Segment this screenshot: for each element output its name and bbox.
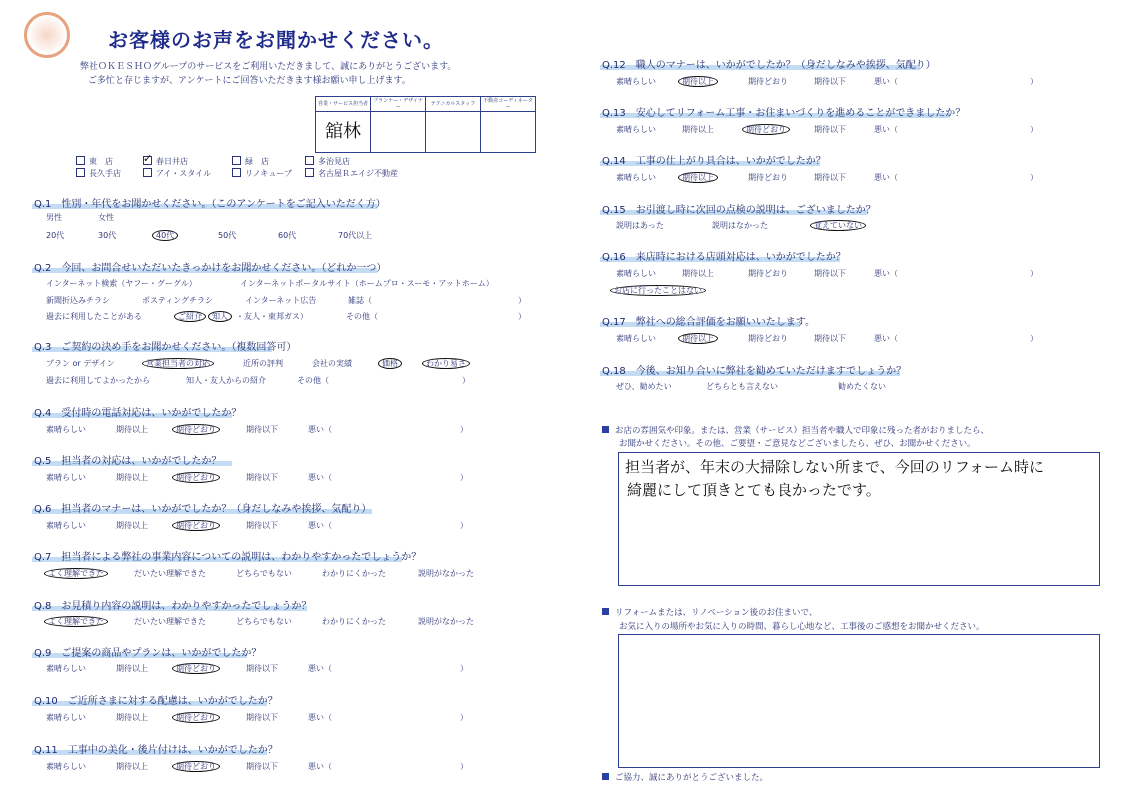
q1-age[interactable]: 50代: [218, 231, 237, 240]
q3-option[interactable]: その他（: [297, 376, 329, 385]
q14-label: Q.14 工事の仕上がり具合は、いかがでしたか？: [602, 156, 826, 167]
q6-label: Q.6 担当者のマナーは、いかがでしたか？（身だしなみや挨拶、気配り）: [34, 504, 372, 515]
q15-option[interactable]: 説明はなかった: [712, 221, 768, 230]
q16-option[interactable]: 素晴らしい: [616, 269, 656, 278]
q1-gender-female[interactable]: 女性: [98, 213, 114, 222]
q6-option[interactable]: 期待以下: [246, 521, 278, 530]
staff-name: 舘林: [325, 121, 361, 143]
q7-option[interactable]: 説明がなかった: [418, 569, 474, 578]
q4-label: Q.4 受付時の電話対応は、いかがでしたか？: [34, 408, 242, 419]
q6-option-selected[interactable]: 期待どおり: [176, 520, 220, 531]
q11-label: Q.11 工事中の美化・後片付けは、いかがでしたか？: [34, 745, 278, 756]
staff-cell-planner[interactable]: [371, 112, 426, 153]
checkbox-icon: [232, 168, 241, 177]
q7-option[interactable]: わかりにくかった: [322, 569, 386, 578]
q3-option[interactable]: 会社の実績: [312, 359, 352, 368]
q15-label: Q.15 お引渡し時に次回の点検の説明は、ございましたか？: [602, 205, 876, 216]
q14-option[interactable]: 期待どおり: [748, 173, 788, 182]
q11-option[interactable]: 悪い（: [308, 762, 332, 771]
q5-option-selected[interactable]: 期待どおり: [176, 472, 220, 483]
q4-paren-close: ）: [460, 425, 468, 434]
q4-option[interactable]: 素晴らしい: [46, 425, 86, 434]
q8-option[interactable]: 説明がなかった: [418, 617, 474, 626]
comment1-textarea[interactable]: [618, 452, 1100, 586]
checkbox-icon: [143, 168, 152, 177]
q16-paren-close: ）: [1030, 269, 1038, 278]
q1-age[interactable]: 70代以上: [338, 231, 373, 240]
q7-option[interactable]: だいたい理解できた: [134, 569, 206, 578]
q13-option[interactable]: 期待以上: [682, 125, 714, 134]
footer-thanks: ご協力、誠にありがとうございました。: [602, 771, 768, 783]
staff-cell-realestate[interactable]: [481, 112, 536, 153]
q5-option[interactable]: 素晴らしい: [46, 473, 86, 482]
checkbox-icon: [305, 156, 314, 165]
staff-header-realestate: 不動産コーディネーター: [481, 97, 536, 112]
checkbox-icon: [76, 156, 85, 165]
q7-option-selected[interactable]: よく理解できた: [48, 568, 108, 579]
q9-option[interactable]: 期待以下: [246, 664, 278, 673]
q13-option-selected[interactable]: 期待どおり: [746, 124, 790, 135]
q8-option[interactable]: わかりにくかった: [322, 617, 386, 626]
q9-label: Q.9 ご提案の商品やプランは、いかがでしたか？: [34, 648, 262, 659]
q17-option[interactable]: 素晴らしい: [616, 334, 656, 343]
q4-option[interactable]: 期待以上: [116, 425, 148, 434]
q6-option[interactable]: 期待以上: [116, 521, 148, 530]
staff-cell-technical[interactable]: [426, 112, 481, 153]
q3-option-selected[interactable]: 価格: [382, 358, 402, 369]
q8-option[interactable]: だいたい理解できた: [134, 617, 206, 626]
q3-option[interactable]: 過去に利用してよかったから: [46, 376, 150, 385]
comment2-label-1: リフォームまたは、リノベーション後のお住まいで、: [602, 606, 817, 618]
q2-option-selected[interactable]: ご紹介: [178, 311, 206, 322]
q4-option[interactable]: 期待以下: [246, 425, 278, 434]
q10-label: Q.10 ご近所さまに対する配慮は、いかがでしたか？: [34, 696, 278, 707]
q9-option[interactable]: 素晴らしい: [46, 664, 86, 673]
q1-age[interactable]: 30代: [98, 231, 117, 240]
q18-option[interactable]: 勧めたくない: [838, 382, 886, 391]
q10-option[interactable]: 期待以上: [116, 713, 148, 722]
q7-option[interactable]: どちらでもない: [236, 569, 292, 578]
q18-option[interactable]: どちらとも言えない: [706, 382, 778, 391]
staff-header-sales: 営業・サービス担当者: [316, 97, 371, 112]
staff-table: [315, 96, 536, 153]
q2-option[interactable]: インターネット広告: [245, 296, 317, 305]
checkbox-checked-icon: ✓: [143, 152, 153, 165]
store-option[interactable]: アイ・スタイル: [143, 168, 211, 179]
q10-option-selected[interactable]: 期待どおり: [176, 712, 220, 723]
q11-option[interactable]: 素晴らしい: [46, 762, 86, 771]
q13-option[interactable]: 期待以下: [814, 125, 846, 134]
q14-option[interactable]: 期待以下: [814, 173, 846, 182]
q1-label: Q.1 性別・年代をお聞かせください。（このアンケートをご記入いただく方）: [34, 199, 386, 210]
q8-option[interactable]: どちらでもない: [236, 617, 292, 626]
q14-option-selected[interactable]: 期待以上: [682, 172, 718, 183]
q6-paren-close: ）: [460, 521, 468, 530]
q13-option[interactable]: 悪い（: [874, 125, 898, 134]
store-option[interactable]: 多治見店: [305, 156, 350, 167]
company-seal-stamp: [24, 12, 70, 58]
q2-option[interactable]: インターネット検索（ヤフー・グーグル）: [46, 279, 197, 288]
q10-option[interactable]: 素晴らしい: [46, 713, 86, 722]
q3-option[interactable]: 近所の評判: [243, 359, 283, 368]
q11-option-selected[interactable]: 期待どおり: [176, 761, 220, 772]
q3-option-selected[interactable]: 営業担当者の対応: [146, 358, 214, 369]
store-option[interactable]: 緑 店: [232, 156, 269, 167]
q3-option-selected[interactable]: わかり易さ: [426, 358, 470, 369]
q16-option[interactable]: 期待以上: [682, 269, 714, 278]
comment1-handwriting-line-1: 担当者が、年末の大掃除しない所まで、今回のリフォーム時に: [625, 458, 1044, 476]
q8-option-selected[interactable]: よく理解できた: [48, 616, 108, 627]
q17-paren-close: ）: [1030, 334, 1038, 343]
q2-option[interactable]: 過去に利用したことがある: [46, 312, 142, 321]
comment1-label-2: お聞かせください。その他、ご要望・ご意見などございましたら、ぜひ、お聞かせください。: [619, 439, 976, 449]
q5-option[interactable]: 悪い（: [308, 473, 332, 482]
store-option[interactable]: 名古屋Ｒエイジ不動産: [305, 168, 398, 179]
q5-paren-close: ）: [460, 473, 468, 482]
q2-option[interactable]: その他（: [346, 312, 378, 321]
q11-paren-close: ）: [460, 762, 468, 771]
q1-age-selected[interactable]: 40代: [156, 230, 178, 241]
q2-option[interactable]: ポスティングチラシ: [142, 296, 214, 305]
q14-option[interactable]: 悪い（: [874, 173, 898, 182]
q17-option[interactable]: 悪い（: [874, 334, 898, 343]
q12-label: Q.12 職人のマナーは、いかがでしたか？（身だしなみや挨拶、気配り）: [602, 60, 936, 71]
q9-paren-close: ）: [460, 664, 468, 673]
q12-option[interactable]: 悪い（: [874, 77, 898, 86]
q1-gender-male[interactable]: 男性: [46, 213, 62, 222]
q11-option[interactable]: 期待以上: [116, 762, 148, 771]
q3-option[interactable]: プラン or デザイン: [46, 359, 115, 368]
q17-option-selected[interactable]: 期待以上: [682, 333, 718, 344]
q12-option[interactable]: 期待以下: [814, 77, 846, 86]
comment1-handwriting-line-2: 綺麗にして頂きとても良かったです。: [627, 481, 881, 499]
q17-label: Q.17 弊社への総合評価をお願いいたします。: [602, 317, 815, 328]
intro-line-2: ご多忙と存じますが、アンケートにご回答いただきます様お願い申し上げます。: [88, 76, 411, 86]
q2-paren-close: ）: [518, 296, 526, 305]
q10-paren-close: ）: [460, 713, 468, 722]
store-option[interactable]: 東 店: [76, 156, 113, 167]
q14-option[interactable]: 素晴らしい: [616, 173, 656, 182]
q18-label: Q.18 今後、お知り合いに弊社を勧めていただけますでしょうか？: [602, 366, 907, 377]
q16-option[interactable]: 期待以下: [814, 269, 846, 278]
q14-paren-close: ）: [1030, 173, 1038, 182]
q16-option-selected[interactable]: お店に行ったことはない: [614, 285, 706, 296]
comment1-label-1: お店の雰囲気や印象。または、営業（サービス）担当者や職人で印象に残った者がおりましたら、: [602, 424, 989, 436]
store-option-checked[interactable]: ✓ 春日井店: [143, 152, 188, 166]
checkbox-icon: [76, 168, 85, 177]
q2-option-suffix: ・友人・東邦ガス）: [236, 312, 308, 321]
q5-label: Q.5 担当者の対応は、いかがでしたか？: [34, 452, 221, 467]
intro-line-1: 弊社ＯＫＥＳＨＯグループのサービスをご利用いただきまして、誠にありがとうございます。: [80, 62, 457, 72]
q13-option[interactable]: 素晴らしい: [616, 125, 656, 134]
q16-option[interactable]: 悪い（: [874, 269, 898, 278]
q3-label: Q.3 ご契約の決め手をお聞かせください。（複数回答可）: [34, 342, 297, 353]
q9-option[interactable]: 期待以上: [116, 664, 148, 673]
checkbox-icon: [305, 168, 314, 177]
q17-option[interactable]: 期待以下: [814, 334, 846, 343]
q5-option[interactable]: 期待以下: [246, 473, 278, 482]
q3-option[interactable]: 知人・友人からの紹介: [186, 376, 266, 385]
q12-option[interactable]: 期待どおり: [748, 77, 788, 86]
q15-option[interactable]: 説明はあった: [616, 221, 664, 230]
q5-option[interactable]: 期待以上: [116, 473, 148, 482]
q16-label: Q.16 来店時における店頭対応は、いかがでしたか？: [602, 252, 846, 263]
q12-option-selected[interactable]: 期待以上: [682, 76, 718, 87]
q9-option-selected[interactable]: 期待どおり: [176, 663, 220, 674]
staff-name-cell[interactable]: [316, 112, 371, 153]
q2-option-selected[interactable]: 知人: [212, 311, 232, 322]
q9-option[interactable]: 悪い（: [308, 664, 332, 673]
comment2-label-2: お気に入りの場所やお気に入りの時間、暮らし心地など、工事後のご感想をお聞かせください。: [619, 622, 985, 632]
q3-paren-close: ）: [462, 376, 470, 385]
q2-label: Q.2 今回、お問合せいただいたきっかけをお聞かせください。（どれか一つ）: [34, 263, 387, 274]
q17-option[interactable]: 期待どおり: [748, 334, 788, 343]
square-bullet-icon: [602, 773, 609, 780]
q7-label: Q.7 担当者による弊社の事業内容についての説明は、わかりやすかったでしょうか？: [34, 552, 422, 563]
q10-option[interactable]: 悪い（: [308, 713, 332, 722]
q2-option[interactable]: 新聞折込みチラシ: [46, 296, 110, 305]
checkbox-icon: [232, 156, 241, 165]
q2-option[interactable]: インターネットポータルサイト（ホームプロ・スーモ・アットホーム）: [240, 279, 494, 288]
q6-option[interactable]: 悪い（: [308, 521, 332, 530]
q11-option[interactable]: 期待以下: [246, 762, 278, 771]
q4-option[interactable]: 悪い（: [308, 425, 332, 434]
staff-header-technical: テクニカルスタッフ: [426, 97, 481, 112]
page-title: お客様のお声をお聞かせください。: [108, 28, 444, 52]
q13-label: Q.13 安心してリフォーム工事・お住まいづくりを進めることができましたか？: [602, 108, 966, 119]
q13-paren-close: ）: [1030, 125, 1038, 134]
square-bullet-icon: [602, 608, 609, 615]
q16-option[interactable]: 期待どおり: [748, 269, 788, 278]
q8-label: Q.8 お見積り内容の説明は、わかりやすかったでしょうか？: [34, 601, 312, 612]
q15-option-selected[interactable]: 覚えていない: [814, 220, 866, 231]
store-option[interactable]: 長久手店: [76, 168, 121, 179]
q12-option[interactable]: 素晴らしい: [616, 77, 656, 86]
store-option[interactable]: リノキューブ: [232, 168, 292, 179]
q12-paren-close: ）: [1030, 77, 1038, 86]
q1-age[interactable]: 60代: [278, 231, 297, 240]
q2-option[interactable]: 雑誌（: [348, 296, 372, 305]
square-bullet-icon: [602, 426, 609, 433]
q2-paren-close: ）: [518, 312, 526, 321]
comment2-textarea[interactable]: [618, 634, 1100, 768]
q10-option[interactable]: 期待以下: [246, 713, 278, 722]
q4-option-selected[interactable]: 期待どおり: [176, 424, 220, 435]
staff-header-planner: プランナー・デザイナー: [371, 97, 426, 112]
q6-option[interactable]: 素晴らしい: [46, 521, 86, 530]
q1-age[interactable]: 20代: [46, 231, 65, 240]
q18-option[interactable]: ぜひ、勧めたい: [616, 382, 672, 391]
